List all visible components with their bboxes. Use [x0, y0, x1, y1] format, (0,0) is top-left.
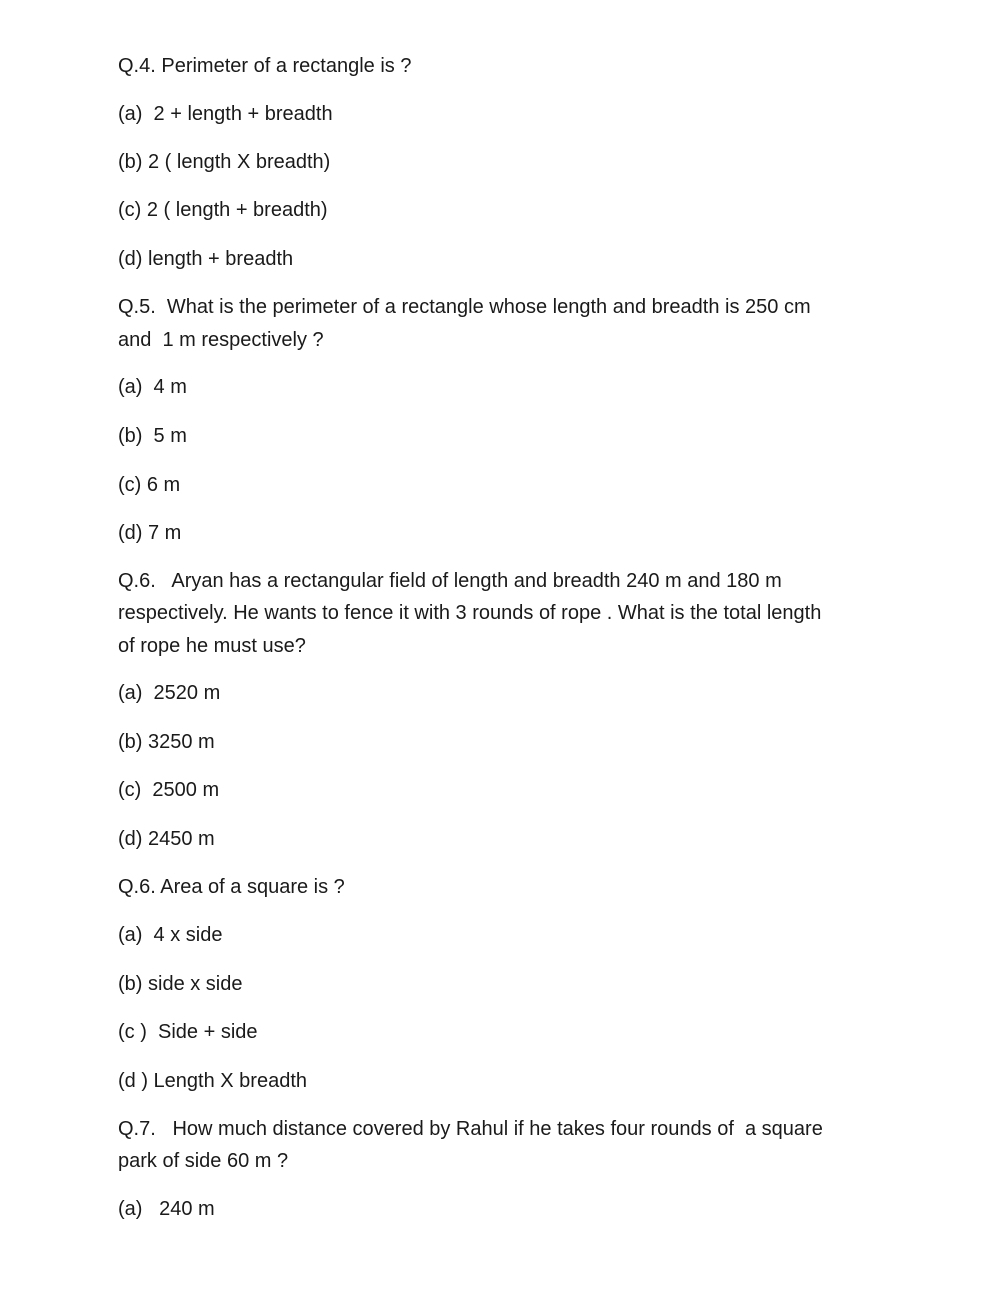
question-4-option-a: (a) 2 + length + breadth — [118, 103, 333, 125]
question-6a-text-line-1: Q.6. Aryan has a rectangular field of length and breadth 240 m and 180 m — [118, 570, 782, 592]
question-6b-option-d: (d ) Length X breadth — [118, 1070, 308, 1092]
question-6b-option-c: (c ) Side + side — [118, 1021, 258, 1043]
question-5-text-line-2: and 1 m respectively ? — [118, 329, 324, 351]
question-4-text: Q.4. Perimeter of a rectangle is ? — [118, 55, 412, 77]
question-7-text-line-2: park of side 60 m ? — [118, 1150, 289, 1172]
question-4-option-c: (c) 2 ( length + breadth) — [118, 199, 328, 221]
question-6b-option-a: (a) 4 x side — [118, 924, 223, 946]
question-7-text-line-1: Q.7. How much distance covered by Rahul if he takes four rounds of a square — [118, 1118, 823, 1140]
question-5-option-c: (c) 6 m — [118, 474, 181, 496]
question-5-text-line-1: Q.5. What is the perimeter of a rectangle whose length and breadth is 250 cm — [118, 296, 811, 318]
question-5-option-b: (b) 5 m — [118, 425, 187, 447]
question-6a-option-c: (c) 2500 m — [118, 779, 220, 801]
question-4-option-d: (d) length + breadth — [118, 248, 294, 270]
question-6a-option-a: (a) 2520 m — [118, 682, 221, 704]
question-6b-option-b: (b) side x side — [118, 973, 243, 995]
question-4-option-b: (b) 2 ( length X breadth) — [118, 151, 331, 173]
question-5-option-a: (a) 4 m — [118, 376, 187, 398]
question-7-option-a: (a) 240 m — [118, 1198, 215, 1220]
question-6b-text: Q.6. Area of a square is ? — [118, 876, 345, 898]
question-6a-option-b: (b) 3250 m — [118, 731, 215, 753]
question-6a-text-line-2: respectively. He wants to fence it with 3 rounds of rope . What is the total length — [118, 602, 822, 624]
question-6a-option-d: (d) 2450 m — [118, 828, 215, 850]
question-5-option-d: (d) 7 m — [118, 522, 182, 544]
question-6a-text-line-3: of rope he must use? — [118, 635, 306, 657]
